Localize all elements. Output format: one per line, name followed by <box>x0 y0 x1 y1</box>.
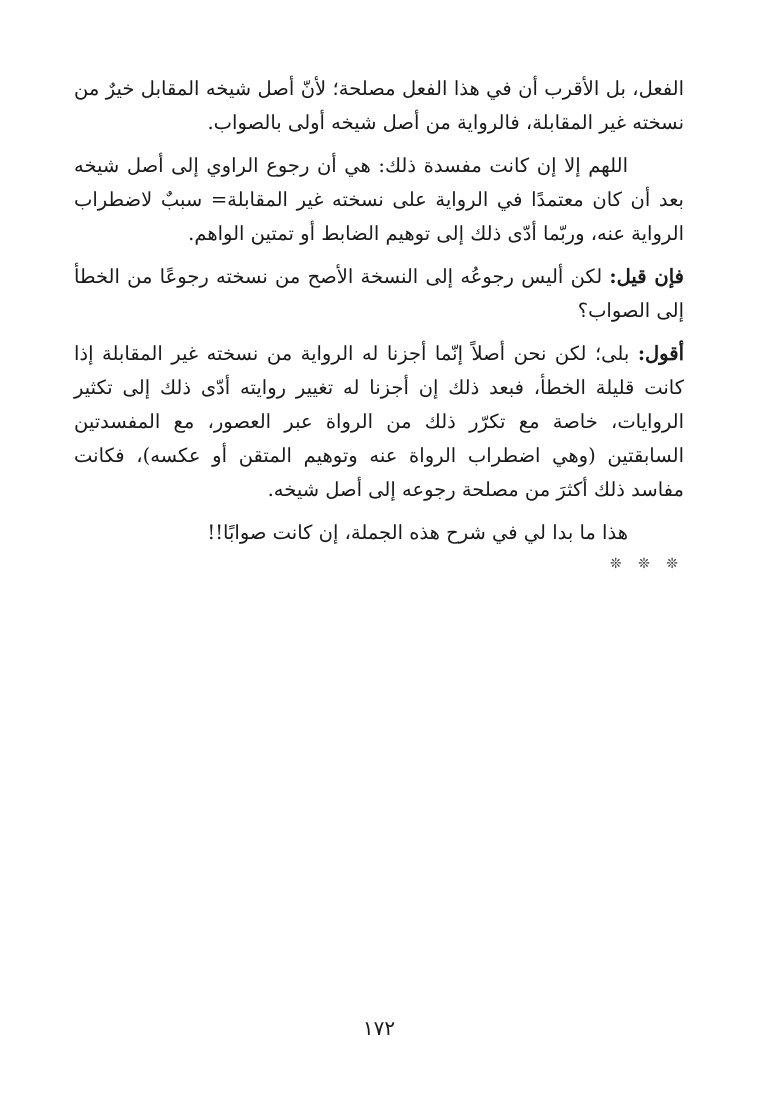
closing-line: هذا ما بدا لي في شرح هذه الجملة، إن كانت صوابًا!! <box>207 521 628 544</box>
paragraph-4 <box>74 337 684 507</box>
paragraph-4-text: بلى؛ لكن نحن أصلاً إنّما أجزنا له الرواية من نسخته غير المقابلة إذا كانت قليلة الخطأ، فبعد ذلك إن أجزنا له تغيير روايته أدّى ذلك إلى تكثير الروايات، خاصة مع تكرّر ذلك من الرواة عبر العصور، مع المفسدتين السابقتين (وهي اضطراب الرواة عنه وتوهيم المتقن أو عكسه)، فكانت مفاسد ذلك أكثرَ من مصلحة رجوعه إلى أصل شيخه. <box>74 342 684 501</box>
paragraph-3-lead: فإن قيل: <box>609 265 684 288</box>
section-separator: ❊ ❊ ❊ <box>609 556 684 572</box>
paragraph-4-lead: أقول: <box>637 342 684 365</box>
paragraph-2-text: اللهم إلا إن كانت مفسدة ذلك: هي أن رجوع الراوي إلى أصل شيخه بعد أن كان معتمدًا في الرواية على نسخته غير المقابلة= سببٌ لاضطراب الرواية عنه، وربّما أدّى ذلك إلى توهيم الضابط أو تمتين الواهم. <box>74 154 684 245</box>
paragraph-2 <box>74 149 684 251</box>
paragraph-1 <box>74 72 684 140</box>
page-body <box>74 72 684 572</box>
paragraph-1-text: الفعل، بل الأقرب أن في هذا الفعل مصلحة؛ لأنّ أصل شيخه المقابل خيرٌ من نسخته غير المقابلة، فالرواية من أصل شيخه أولى بالصواب. <box>74 77 684 134</box>
paragraph-3 <box>74 260 684 328</box>
page-number: ١٧٢ <box>362 1016 396 1040</box>
paragraph-3-text: لكن أليس رجوعُه إلى النسخة الأصح من نسخته رجوعًا من الخطأ إلى الصواب؟ <box>74 265 684 322</box>
